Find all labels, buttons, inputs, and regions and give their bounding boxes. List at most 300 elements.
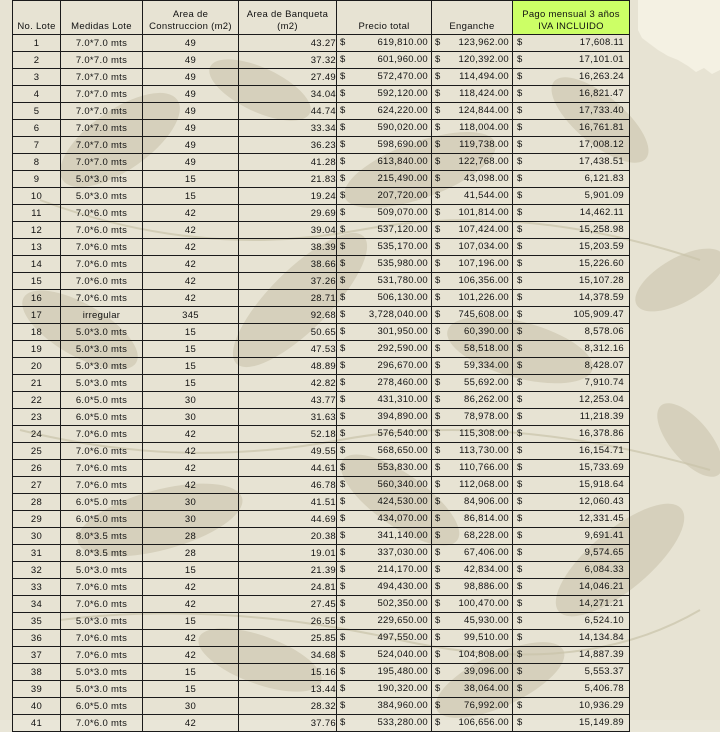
currency-symbol: $ — [517, 343, 523, 354]
cell-pago-mensual-value: 14,271.21 — [579, 598, 624, 609]
cell-no-lote: 29 — [13, 511, 61, 528]
cell-area-banqueta: 33.34 — [239, 120, 337, 137]
cell-no-lote: 35 — [13, 613, 61, 630]
currency-symbol: $ — [340, 88, 346, 99]
currency-symbol: $ — [517, 394, 523, 405]
cell-no-lote: 39 — [13, 681, 61, 698]
cell-pago-mensual — [513, 137, 630, 154]
cell-precio-total — [337, 307, 432, 324]
currency-symbol: $ — [435, 292, 441, 303]
cell-pago-mensual — [513, 290, 630, 307]
cell-area-banqueta: 21.83 — [239, 171, 337, 188]
currency-symbol: $ — [340, 343, 346, 354]
table-row — [13, 86, 630, 103]
cell-pago-mensual — [513, 103, 630, 120]
currency-symbol: $ — [435, 37, 441, 48]
table-row — [13, 358, 630, 375]
table-row — [13, 443, 630, 460]
cell-precio-total-value: 278,460.00 — [377, 377, 428, 388]
cell-precio-total — [337, 205, 432, 222]
currency-symbol: $ — [435, 666, 441, 677]
cell-pago-mensual-value: 17,438.51 — [579, 156, 624, 167]
cell-no-lote: 24 — [13, 426, 61, 443]
currency-symbol: $ — [517, 496, 523, 507]
cell-enganche — [432, 137, 513, 154]
cell-medidas-lote: 5.0*3.0 mts — [61, 613, 143, 630]
cell-medidas-lote: 6.0*5.0 mts — [61, 392, 143, 409]
cell-enganche — [432, 715, 513, 732]
cell-enganche — [432, 562, 513, 579]
cell-area-construccion: 15 — [143, 375, 239, 392]
cell-area-construccion: 28 — [143, 545, 239, 562]
cell-area-construccion: 42 — [143, 239, 239, 256]
cell-pago-mensual — [513, 205, 630, 222]
cell-medidas-lote: 7.0*6.0 mts — [61, 715, 143, 732]
currency-symbol: $ — [517, 411, 523, 422]
table-row — [13, 681, 630, 698]
cell-precio-total-value: 533,280.00 — [377, 717, 428, 728]
cell-enganche-value: 104,808.00 — [458, 649, 509, 660]
currency-symbol: $ — [517, 88, 523, 99]
cell-medidas-lote: 7.0*7.0 mts — [61, 86, 143, 103]
cell-precio-total-value: 337,030.00 — [377, 547, 428, 558]
cell-precio-total — [337, 562, 432, 579]
cell-area-construccion: 42 — [143, 443, 239, 460]
currency-symbol: $ — [517, 37, 523, 48]
currency-symbol: $ — [340, 54, 346, 65]
cell-precio-total — [337, 426, 432, 443]
cell-pago-mensual-value: 5,553.37 — [584, 666, 624, 677]
cell-medidas-lote: 5.0*3.0 mts — [61, 341, 143, 358]
currency-symbol: $ — [517, 598, 523, 609]
cell-pago-mensual — [513, 188, 630, 205]
cell-precio-total-value: 190,320.00 — [377, 683, 428, 694]
cell-area-construccion: 42 — [143, 647, 239, 664]
cell-enganche — [432, 171, 513, 188]
cell-medidas-lote: 5.0*3.0 mts — [61, 681, 143, 698]
cell-enganche — [432, 103, 513, 120]
cell-pago-mensual-value: 15,918.64 — [579, 479, 624, 490]
cell-area-banqueta: 44.74 — [239, 103, 337, 120]
cell-precio-total-value: 215,490.00 — [377, 173, 428, 184]
cell-precio-total-value: 296,670.00 — [377, 360, 428, 371]
cell-area-construccion: 28 — [143, 528, 239, 545]
cell-precio-total — [337, 477, 432, 494]
table-row — [13, 392, 630, 409]
cell-pago-mensual-value: 14,046.21 — [579, 581, 624, 592]
currency-symbol: $ — [435, 156, 441, 167]
currency-symbol: $ — [340, 666, 346, 677]
cell-no-lote: 18 — [13, 324, 61, 341]
cell-precio-total — [337, 52, 432, 69]
cell-area-banqueta: 92.68 — [239, 307, 337, 324]
cell-medidas-lote: 7.0*6.0 mts — [61, 630, 143, 647]
cell-medidas-lote: 7.0*6.0 mts — [61, 222, 143, 239]
currency-symbol: $ — [435, 547, 441, 558]
cell-pago-mensual-value: 8,428.07 — [584, 360, 624, 371]
cell-pago-mensual — [513, 698, 630, 715]
cell-enganche-value: 45,930.00 — [464, 615, 509, 626]
currency-symbol: $ — [340, 547, 346, 558]
cell-precio-total-value: 537,120.00 — [377, 224, 428, 235]
cell-area-banqueta: 43.77 — [239, 392, 337, 409]
cell-pago-mensual — [513, 154, 630, 171]
cell-area-construccion: 49 — [143, 52, 239, 69]
currency-symbol: $ — [435, 632, 441, 643]
currency-symbol: $ — [517, 513, 523, 524]
cell-enganche-value: 100,470.00 — [458, 598, 509, 609]
cell-enganche-value: 106,656.00 — [458, 717, 509, 728]
currency-symbol: $ — [517, 173, 523, 184]
currency-symbol: $ — [435, 105, 441, 116]
currency-symbol: $ — [340, 360, 346, 371]
cell-area-banqueta: 36.23 — [239, 137, 337, 154]
cell-pago-mensual-value: 6,084.33 — [584, 564, 624, 575]
table-row — [13, 545, 630, 562]
cell-area-banqueta: 37.26 — [239, 273, 337, 290]
currency-symbol: $ — [517, 54, 523, 65]
cell-pago-mensual — [513, 443, 630, 460]
cell-medidas-lote: 6.0*5.0 mts — [61, 698, 143, 715]
cell-area-banqueta: 27.49 — [239, 69, 337, 86]
currency-symbol: $ — [340, 564, 346, 575]
cell-area-construccion: 42 — [143, 256, 239, 273]
cell-precio-total-value: 576,540.00 — [377, 428, 428, 439]
cell-area-banqueta: 39.04 — [239, 222, 337, 239]
currency-symbol: $ — [340, 190, 346, 201]
table-row — [13, 613, 630, 630]
currency-symbol: $ — [435, 275, 441, 286]
currency-symbol: $ — [435, 530, 441, 541]
lots-price-table — [12, 0, 630, 732]
cell-area-construccion: 30 — [143, 409, 239, 426]
cell-precio-total-value: 497,550.00 — [377, 632, 428, 643]
cell-pago-mensual — [513, 52, 630, 69]
cell-pago-mensual-value: 15,258.98 — [579, 224, 624, 235]
currency-symbol: $ — [435, 411, 441, 422]
cell-pago-mensual-value: 15,733.69 — [579, 462, 624, 473]
cell-medidas-lote: 7.0*6.0 mts — [61, 290, 143, 307]
cell-pago-mensual-value: 14,134.84 — [579, 632, 624, 643]
cell-enganche — [432, 52, 513, 69]
table-row — [13, 562, 630, 579]
cell-pago-mensual-value: 16,378.86 — [579, 428, 624, 439]
cell-pago-mensual — [513, 545, 630, 562]
header-area-construccion: Area de Construccion (m2) — [143, 1, 239, 35]
cell-area-construccion: 15 — [143, 341, 239, 358]
table-row — [13, 137, 630, 154]
currency-symbol: $ — [340, 632, 346, 643]
table-row — [13, 715, 630, 732]
table-row — [13, 239, 630, 256]
cell-enganche — [432, 664, 513, 681]
currency-symbol: $ — [340, 598, 346, 609]
cell-no-lote: 8 — [13, 154, 61, 171]
cell-no-lote: 11 — [13, 205, 61, 222]
currency-symbol: $ — [435, 496, 441, 507]
cell-precio-total — [337, 579, 432, 596]
currency-symbol: $ — [517, 292, 523, 303]
cell-enganche — [432, 188, 513, 205]
cell-area-construccion: 49 — [143, 137, 239, 154]
cell-no-lote: 13 — [13, 239, 61, 256]
currency-symbol: $ — [517, 666, 523, 677]
cell-no-lote: 15 — [13, 273, 61, 290]
cell-area-construccion: 15 — [143, 613, 239, 630]
cell-area-banqueta: 47.53 — [239, 341, 337, 358]
cell-pago-mensual — [513, 273, 630, 290]
cell-no-lote: 28 — [13, 494, 61, 511]
currency-symbol: $ — [517, 360, 523, 371]
cell-enganche-value: 60,390.00 — [464, 326, 509, 337]
table-row — [13, 647, 630, 664]
cell-medidas-lote: 7.0*7.0 mts — [61, 52, 143, 69]
cell-area-banqueta: 13.44 — [239, 681, 337, 698]
currency-symbol: $ — [517, 241, 523, 252]
cell-medidas-lote: 7.0*7.0 mts — [61, 35, 143, 52]
cell-area-construccion: 42 — [143, 290, 239, 307]
cell-enganche — [432, 307, 513, 324]
table-row — [13, 103, 630, 120]
cell-precio-total-value: 494,430.00 — [377, 581, 428, 592]
cell-area-construccion: 42 — [143, 222, 239, 239]
cell-enganche — [432, 205, 513, 222]
cell-enganche — [432, 630, 513, 647]
cell-pago-mensual — [513, 341, 630, 358]
table-row — [13, 528, 630, 545]
cell-pago-mensual-value: 14,378.59 — [579, 292, 624, 303]
cell-enganche-value: 41,544.00 — [464, 190, 509, 201]
currency-symbol: $ — [517, 445, 523, 456]
table-row — [13, 341, 630, 358]
cell-medidas-lote: 6.0*5.0 mts — [61, 494, 143, 511]
cell-medidas-lote: 7.0*7.0 mts — [61, 154, 143, 171]
table-row — [13, 205, 630, 222]
cell-precio-total — [337, 222, 432, 239]
cell-no-lote: 38 — [13, 664, 61, 681]
cell-area-banqueta: 27.45 — [239, 596, 337, 613]
cell-medidas-lote: 7.0*6.0 mts — [61, 239, 143, 256]
cell-area-banqueta: 44.69 — [239, 511, 337, 528]
cell-enganche-value: 78,978.00 — [464, 411, 509, 422]
cell-precio-total — [337, 239, 432, 256]
table-row — [13, 120, 630, 137]
cell-enganche — [432, 647, 513, 664]
cell-precio-total-value: 341,140.00 — [377, 530, 428, 541]
currency-symbol: $ — [340, 377, 346, 388]
cell-enganche — [432, 273, 513, 290]
cell-area-construccion: 30 — [143, 494, 239, 511]
cell-area-construccion: 30 — [143, 511, 239, 528]
currency-symbol: $ — [340, 479, 346, 490]
currency-symbol: $ — [435, 190, 441, 201]
currency-symbol: $ — [517, 258, 523, 269]
cell-precio-total-value: 431,310.00 — [377, 394, 428, 405]
cell-precio-total-value: 195,480.00 — [377, 666, 428, 677]
cell-area-construccion: 42 — [143, 426, 239, 443]
header-medidas-lote: Medidas Lote — [61, 1, 143, 35]
table-row — [13, 494, 630, 511]
cell-medidas-lote: 7.0*7.0 mts — [61, 137, 143, 154]
cell-enganche — [432, 681, 513, 698]
currency-symbol: $ — [517, 224, 523, 235]
torn-paper-corner — [638, 0, 720, 80]
cell-area-banqueta: 38.39 — [239, 239, 337, 256]
table-row — [13, 222, 630, 239]
cell-pago-mensual-value: 17,008.12 — [579, 139, 624, 150]
table-row — [13, 256, 630, 273]
currency-symbol: $ — [340, 156, 346, 167]
cell-pago-mensual-value: 10,936.29 — [579, 700, 624, 711]
cell-area-construccion: 42 — [143, 630, 239, 647]
table-row — [13, 477, 630, 494]
currency-symbol: $ — [435, 326, 441, 337]
cell-enganche-value: 112,068.00 — [459, 479, 509, 490]
cell-no-lote: 10 — [13, 188, 61, 205]
cell-precio-total — [337, 103, 432, 120]
cell-precio-total-value: 301,950.00 — [377, 326, 428, 337]
cell-no-lote: 26 — [13, 460, 61, 477]
currency-symbol: $ — [340, 275, 346, 286]
cell-enganche-value: 118,424.00 — [459, 88, 509, 99]
cell-pago-mensual-value: 12,253.04 — [579, 394, 624, 405]
cell-enganche — [432, 613, 513, 630]
cell-pago-mensual — [513, 477, 630, 494]
cell-no-lote: 34 — [13, 596, 61, 613]
currency-symbol: $ — [435, 615, 441, 626]
cell-precio-total — [337, 647, 432, 664]
cell-area-banqueta: 46.78 — [239, 477, 337, 494]
cell-enganche — [432, 222, 513, 239]
cell-precio-total-value: 229,650.00 — [377, 615, 428, 626]
currency-symbol: $ — [435, 649, 441, 660]
cell-pago-mensual-value: 11,218.39 — [579, 411, 624, 422]
cell-precio-total — [337, 494, 432, 511]
currency-symbol: $ — [435, 139, 441, 150]
cell-area-banqueta: 41.51 — [239, 494, 337, 511]
cell-enganche-value: 113,730.00 — [459, 445, 509, 456]
cell-enganche-value: 101,814.00 — [458, 207, 509, 218]
cell-pago-mensual-value: 8,578.06 — [584, 326, 624, 337]
currency-symbol: $ — [517, 275, 523, 286]
cell-medidas-lote: 7.0*6.0 mts — [61, 273, 143, 290]
currency-symbol: $ — [435, 122, 441, 133]
cell-area-construccion: 42 — [143, 715, 239, 732]
cell-enganche-value: 107,424.00 — [458, 224, 509, 235]
cell-pago-mensual — [513, 392, 630, 409]
currency-symbol: $ — [517, 700, 523, 711]
cell-precio-total-value: 592,120.00 — [377, 88, 428, 99]
table-row — [13, 69, 630, 86]
currency-symbol: $ — [340, 139, 346, 150]
cell-no-lote: 41 — [13, 715, 61, 732]
table-row — [13, 460, 630, 477]
currency-symbol: $ — [340, 309, 346, 320]
cell-enganche — [432, 494, 513, 511]
cell-pago-mensual-value: 5,901.09 — [584, 190, 624, 201]
cell-pago-mensual-value: 17,733.40 — [579, 105, 624, 116]
cell-precio-total — [337, 681, 432, 698]
cell-pago-mensual-value: 12,331.45 — [579, 513, 624, 524]
cell-area-construccion: 42 — [143, 460, 239, 477]
cell-precio-total — [337, 324, 432, 341]
cell-area-banqueta: 41.28 — [239, 154, 337, 171]
cell-pago-mensual-value: 8,312.16 — [584, 343, 624, 354]
cell-precio-total — [337, 69, 432, 86]
cell-pago-mensual — [513, 647, 630, 664]
currency-symbol: $ — [435, 309, 441, 320]
currency-symbol: $ — [517, 683, 523, 694]
table-row — [13, 171, 630, 188]
cell-area-banqueta: 31.63 — [239, 409, 337, 426]
cell-area-construccion: 49 — [143, 35, 239, 52]
currency-symbol: $ — [435, 428, 441, 439]
cell-enganche-value: 107,034.00 — [458, 241, 509, 252]
cell-precio-total — [337, 409, 432, 426]
cell-enganche — [432, 35, 513, 52]
cell-area-banqueta: 38.66 — [239, 256, 337, 273]
cell-no-lote: 1 — [13, 35, 61, 52]
cell-area-construccion: 42 — [143, 273, 239, 290]
currency-symbol: $ — [340, 71, 346, 82]
cell-enganche-value: 101,226.00 — [458, 292, 509, 303]
cell-enganche-value: 745,608.00 — [458, 309, 509, 320]
cell-medidas-lote: 7.0*6.0 mts — [61, 426, 143, 443]
cell-precio-total — [337, 715, 432, 732]
cell-medidas-lote: 6.0*5.0 mts — [61, 511, 143, 528]
cell-enganche — [432, 375, 513, 392]
cell-precio-total-value: 624,220.00 — [377, 105, 428, 116]
currency-symbol: $ — [340, 445, 346, 456]
cell-enganche-value: 115,308.00 — [459, 428, 509, 439]
cell-precio-total-value: 535,170.00 — [377, 241, 428, 252]
cell-precio-total — [337, 35, 432, 52]
currency-symbol: $ — [435, 394, 441, 405]
cell-precio-total-value: 613,840.00 — [377, 156, 428, 167]
cell-medidas-lote: 7.0*7.0 mts — [61, 103, 143, 120]
cell-enganche-value: 122,768.00 — [458, 156, 509, 167]
cell-pago-mensual — [513, 239, 630, 256]
currency-symbol: $ — [340, 700, 346, 711]
currency-symbol: $ — [340, 496, 346, 507]
cell-medidas-lote: 5.0*3.0 mts — [61, 562, 143, 579]
cell-area-banqueta: 28.32 — [239, 698, 337, 715]
cell-area-construccion: 30 — [143, 392, 239, 409]
header-no-lote: No. Lote — [13, 1, 61, 35]
cell-precio-total-value: 601,960.00 — [377, 54, 428, 65]
cell-precio-total — [337, 664, 432, 681]
cell-enganche — [432, 239, 513, 256]
cell-precio-total-value: 590,020.00 — [377, 122, 428, 133]
cell-area-banqueta: 20.38 — [239, 528, 337, 545]
cell-precio-total — [337, 86, 432, 103]
currency-symbol: $ — [340, 173, 346, 184]
currency-symbol: $ — [340, 37, 346, 48]
cell-medidas-lote: 7.0*6.0 mts — [61, 596, 143, 613]
currency-symbol: $ — [435, 564, 441, 575]
cell-enganche-value: 55,692.00 — [464, 377, 509, 388]
cell-enganche — [432, 460, 513, 477]
currency-symbol: $ — [517, 122, 523, 133]
cell-pago-mensual — [513, 630, 630, 647]
cell-no-lote: 17 — [13, 307, 61, 324]
cell-precio-total-value: 524,040.00 — [377, 649, 428, 660]
cell-pago-mensual — [513, 69, 630, 86]
currency-symbol: $ — [340, 207, 346, 218]
cell-precio-total — [337, 511, 432, 528]
cell-medidas-lote: 7.0*7.0 mts — [61, 69, 143, 86]
cell-enganche-value: 119,738.00 — [459, 139, 509, 150]
